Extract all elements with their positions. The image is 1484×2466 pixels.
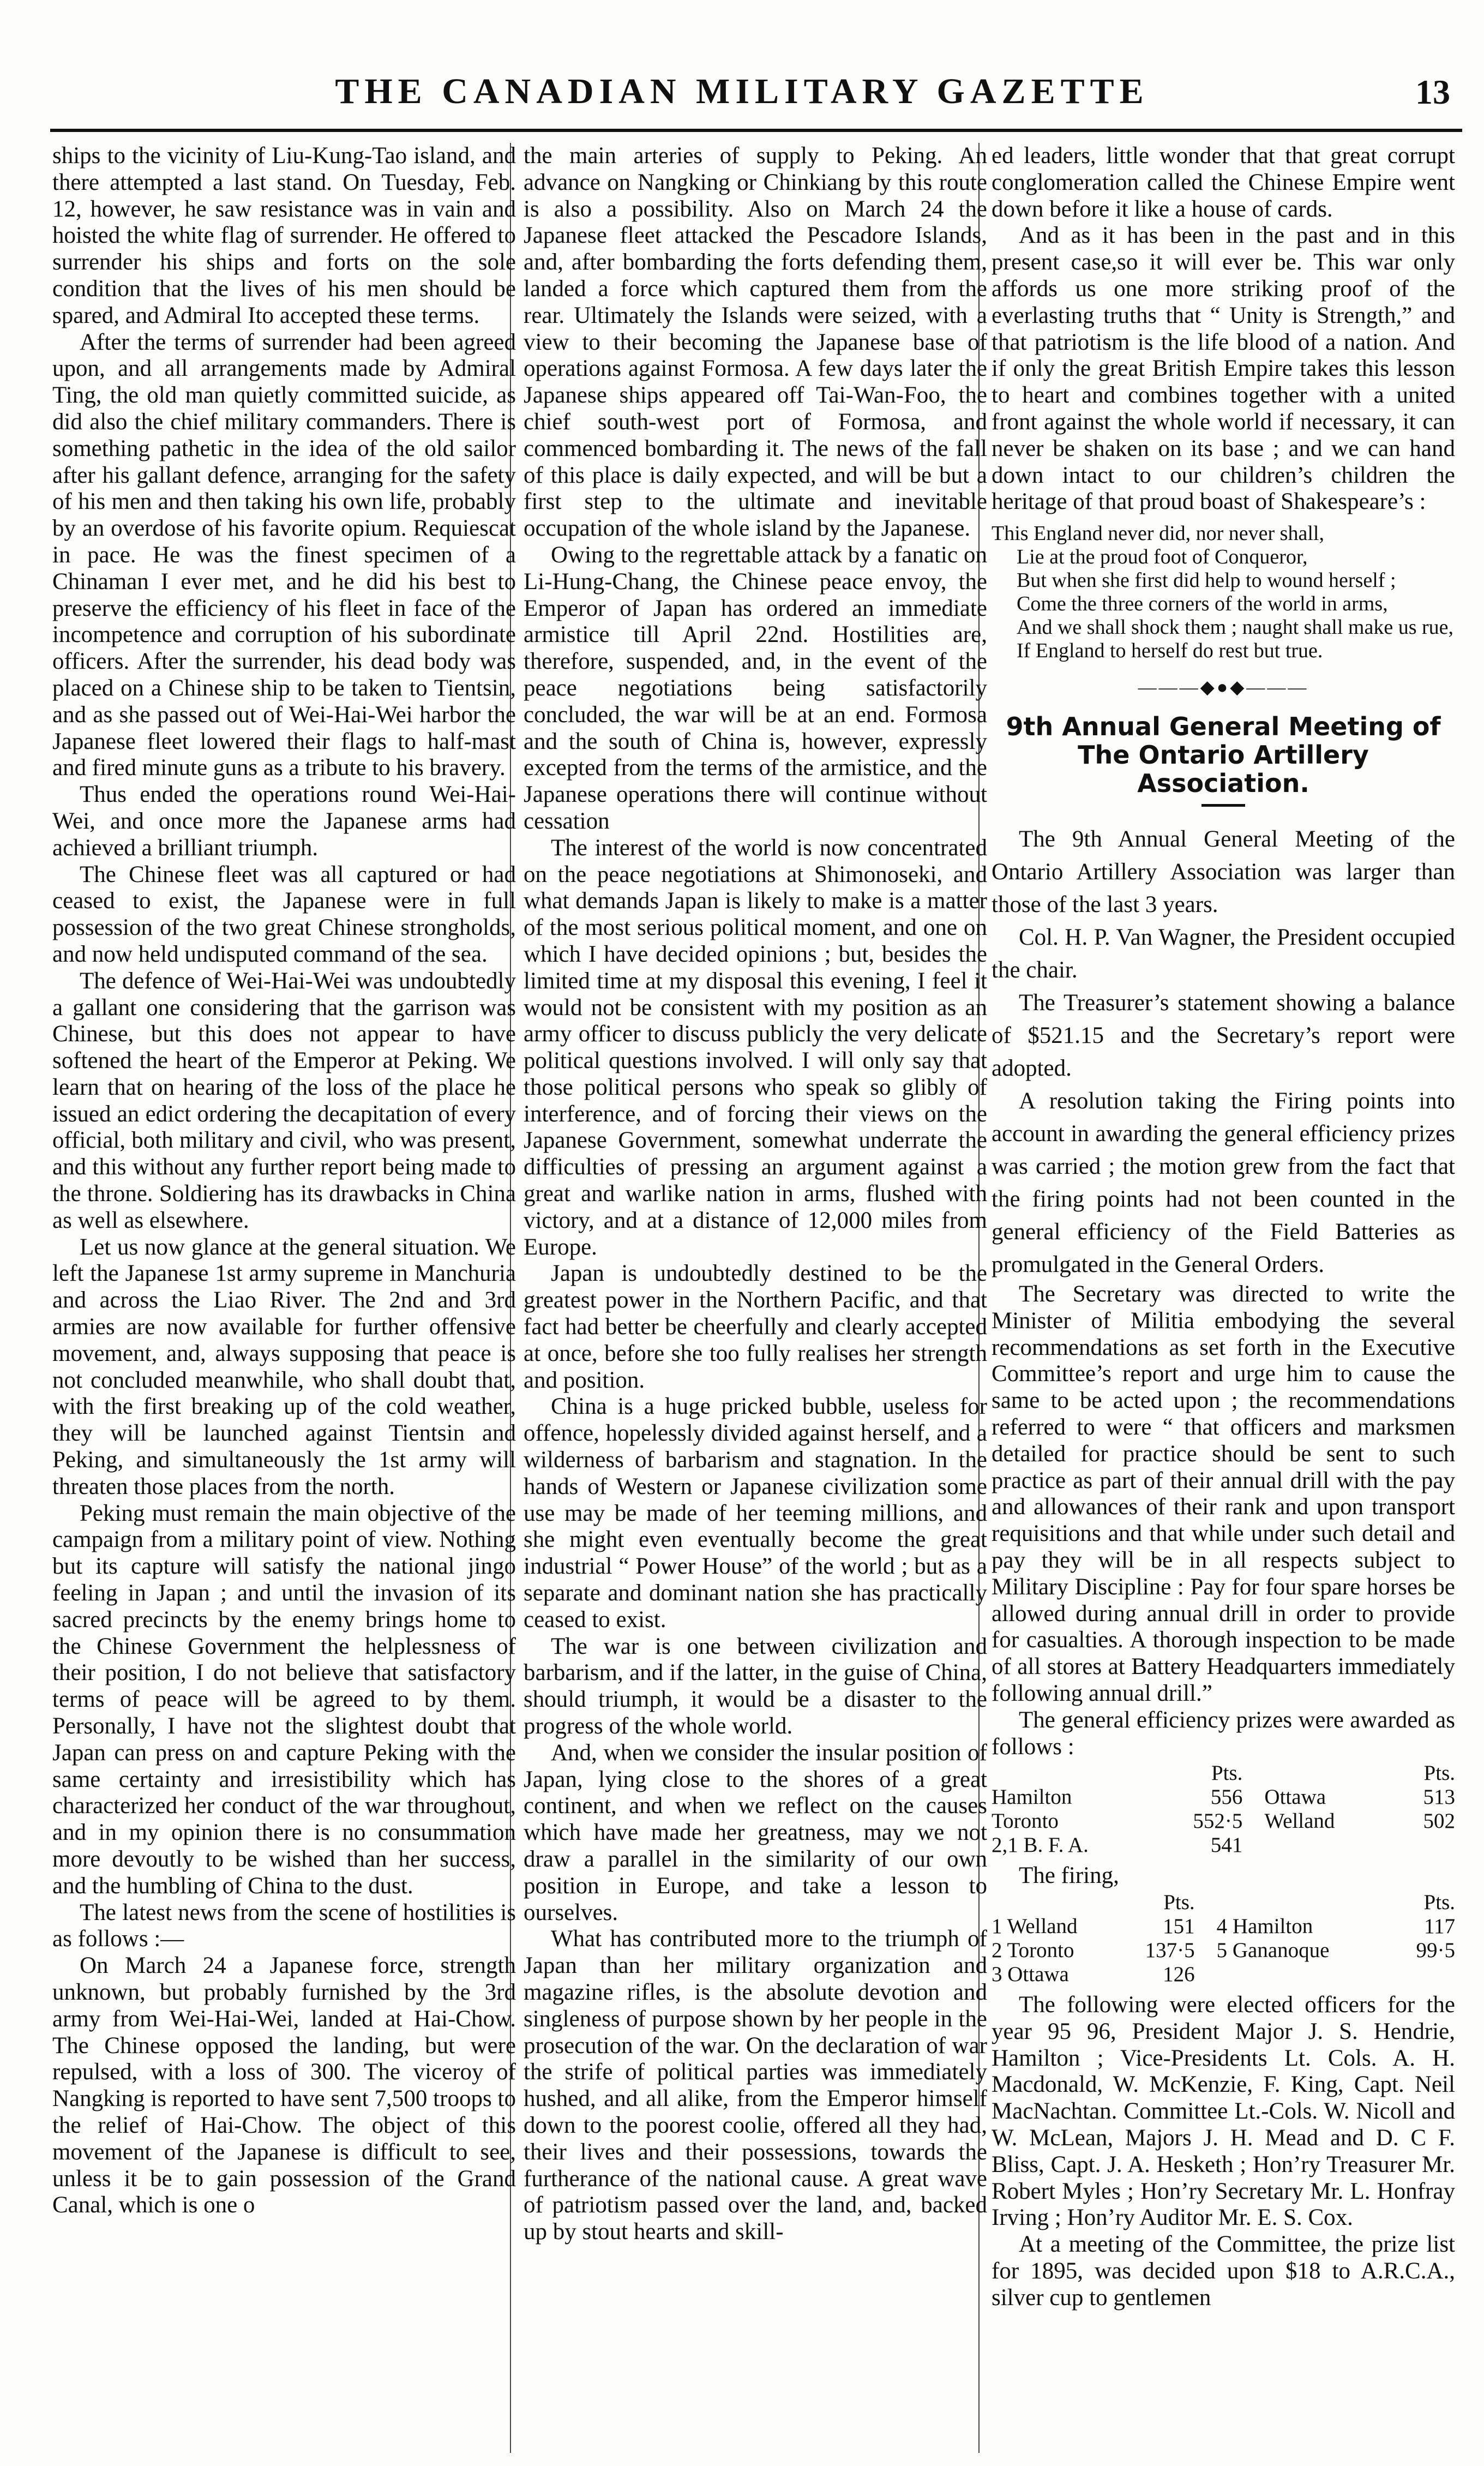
points: 552·5 [1193, 1809, 1243, 1833]
ornament-divider: ———◆●◆——— [1138, 677, 1309, 698]
points: 541 [1210, 1833, 1243, 1857]
masthead-title: THE CANADIAN MILITARY GAZETTE [335, 71, 1149, 111]
paragraph: ships to the vicinity of Liu-Kung-Tao island, and there attempted a last stand. On Tuesday, Feb. 12, however, he saw resistance was in vain and hoisted the white flag of surrender. He offered to surrender his ships and forts on the sole condition that the lives of his men should be spared, and Admiral Ito accepted these terms. [52, 143, 516, 328]
paragraph: The 9th Annual General Meeting of the Ontario Artillery Association was larger than those of the last 3 years. [992, 826, 1455, 917]
column-header: Pts. [1211, 1761, 1243, 1785]
shakespeare-quote [992, 522, 1455, 663]
paragraph: China is a huge pricked bubble, useless for offence, hopelessly divided against herself, and a wilderness of barbarism and stagnation. In the hands of Western or Japanese civilization some use may be made of her teeming millions, and she might even eventually become the great industrial “ Power House” of the world ; but as a separate and dominant nation she has practically ceased to exist. [524, 1394, 987, 1633]
paragraph: The interest of the world is now concentrated on the peace negotiations at Shimonoseki, and what demands Japan is likely to make is a matter of the most serious political moment, and one on which I have decided opinions ; but, besides the limited time at my disposal this evening, I feel it would not be consistent with my position as an army officer to discuss publicly the very delicate political questions involved. I will only say that those political persons who speak so glibly of interference, and of forcing their views on the Japanese Government, somewhat underrate the difficulties of pressing an argument against a great and warlike nation in arms, flushed with victory, and at a distance of 12,000 miles from Europe. [524, 835, 987, 1260]
paragraph: The firing, [1019, 1863, 1119, 1889]
column-2 [524, 143, 987, 2453]
table-row [992, 1939, 1455, 1963]
paragraph: The following were elected officers for the year 95 96, President Major J. S. Hendrie, Hamilton ; Vice-Presidents Lt. Cols. A. H. Macdonald, W. McKenzie, F. King, Capt. Neil MacNachtan. Committee Lt.-Cols. W. Nicoll and W. McLean, Majors J. H. Mead and D. C F. Bliss, Capt. J. A. Hesketh ; Hon’ry Treasurer Mr. Robert Myles ; Hon’ry Secretary Mr. L. Honfray Irving ; Hon’ry Auditor Mr. E. S. Cox. [992, 1992, 1455, 2231]
meeting-intro [992, 823, 1455, 1281]
page-number: 13 [1415, 73, 1450, 111]
paragraph: The Chinese fleet was all captured or had ceased to exist, the Japanese were in full possession of the two great Chinese strongholds, and now held undisputed command of the sea. [52, 861, 516, 967]
paragraph: The war is one between civilization and barbarism, and if the latter, in the guise of China, should triumph, it would be a disaster to the progress of the whole world. [524, 1633, 987, 1739]
paragraph: At a meeting of the Committee, the prize list for 1895, was decided upon $18 to A.R.C.A., silver cup to gentlemen [992, 2231, 1455, 2311]
battery-name: Toronto [992, 1809, 1059, 1833]
column-3 [992, 143, 1455, 2453]
points: 513 [1423, 1785, 1455, 1809]
paragraph: ed leaders, little wonder that that great corrupt conglomeration called the Chinese Empire went down before it like a house of cards. [992, 143, 1455, 222]
paragraph: A resolution taking the Firing points into account in awarding the general efficiency prizes was carried ; the motion grew from the fact that the firing points had not been counted in the general efficiency of the Field Batteries as promulgated in the General Orders. [992, 1088, 1455, 1277]
battery-name: Ottawa [1264, 1785, 1326, 1809]
paragraph: On March 24 a Japanese force, strength unknown, but probably furnished by the 3rd army from Wei-Hai-Wei, landed at Hai-Chow. The Chinese opposed the landing, but were repulsed, with a loss of 300. The viceroy of Nangking is reported to have sent 7,500 troops to the relief of Hai-Chow. The object of this movement of the Japanese is difficult to see, unless it be to gain possession of the Grand Canal, which is one o [52, 1953, 516, 2218]
points: 99·5 [1416, 1939, 1455, 1963]
poem-line: Come the three corners of the world in arms, [1017, 592, 1388, 616]
battery-name: 5 Gananoque [1216, 1939, 1330, 1963]
firing-table [992, 1891, 1455, 1987]
paragraph: Col. H. P. Van Wagner, the President occupied the chair. [992, 924, 1455, 983]
paragraph: What has contributed more to the triumph of Japan than her military organization and magazine rifles, is the absolute devotion and singleness of purpose shown by her people in the prosecution of the war. On the declaration of war the strife of political parties was immediately hushed, and all alike, from the Emperor himself down to the poorest coolie, offered all they had, their lives and their possessions, towards the furtherance of the national cause. A great wave of patriotism passed over the land, and, backed up by stout hearts and skill- [524, 1926, 987, 2245]
points: 117 [1423, 1915, 1455, 1939]
poem-line: But when she first did help to wound herself ; [1017, 569, 1396, 592]
points: 502 [1423, 1809, 1455, 1833]
article-heading: 9th Annual General Meeting of The Ontario Artillery Association. [1006, 711, 1441, 798]
efficiency-table [992, 1761, 1455, 1857]
column-header: Pts. [1163, 1891, 1195, 1915]
battery-name: 2 Toronto [992, 1939, 1074, 1963]
paragraph: And, when we consider the insular position of Japan, lying close to the shores of a great continent, and when we reflect on the causes which have made her greatness, may we not draw a parallel in the similarity of our own position in Europe, and take a lesson to ourselves. [524, 1739, 987, 1925]
points: 137·5 [1145, 1939, 1195, 1963]
paragraph: The Treasurer’s statement showing a balance of $521.15 and the Secretary’s report were adopted. [992, 989, 1455, 1081]
paragraph: The latest news from the scene of hostilities is as follows :— [52, 1899, 516, 1952]
table-row [992, 1809, 1455, 1833]
battery-name: 1 Welland [992, 1915, 1078, 1939]
paragraph: Peking must remain the main objective of the campaign from a military point of view. Nothing but its capture will satisfy the national jingo feeling in Japan ; and until the invasion of its sacred precincts by the enemy brings home to the Chinese Government the helplessness of their position, I do not believe that satisfactory terms of peace will be agreed to by them. Personally, I have not the slightest doubt that Japan can press on and capture Peking with the same certainty and irresistibility which has characterized her conduct of the war throughout, and in my opinion there is no consummation more devoutly to be wished than her success, and the humbling of China to the dust. [52, 1500, 516, 1899]
paragraph: After the terms of surrender had been agreed upon, and all arrangements made by Admiral Ting, the old man quietly committed suicide, as did also the chief military commanders. There is something pathetic in the idea of the old sailor after his gallant defence, arranging for the safety of his men and then taking his own life, probably by an overdose of his favorite opium. Requiescat in pace. He was the finest specimen of a Chinaman I ever met, and he did his best to preserve the efficiency of his fleet in face of the incompetence and corruption of his subordinate officers. After the surrender, his dead body was placed on a Chinese ship to be taken to Tientsin, and as she passed out of Wei-Hai-Wei harbor the Japanese fleet lowered their flags to half-mast and fired minute guns as a tribute to his bravery. [52, 329, 516, 781]
poem-line: This England never did, nor never shall, [992, 522, 1324, 545]
paragraph: The general efficiency prizes were awarded as follows : [992, 1707, 1455, 1760]
paragraph: Japan is undoubtedly destined to be the greatest power in the Northern Pacific, and that fact had better be cheerfully and clearly accepted at once, before she too fully realises her strength and position. [524, 1261, 987, 1393]
header-rule [50, 129, 1462, 132]
points: 556 [1210, 1785, 1243, 1809]
points: 126 [1163, 1963, 1195, 1987]
paragraph: the main arteries of supply to Peking. An advance on Nangking or Chinkiang by this route is also a possibility. Also on March 24 the Japanese fleet attacked the Pescadore Islands, and, after bombarding the forts defending them, landed a force which captured them from the rear. Ultimately the Islands were seized, with a view to their becoming the Japanese base of operations against Formosa. A few days later the Japanese ships appeared off Tai-Wan-Foo, the chief south-west port of Formosa, and commenced bombarding it. The news of the fall of this place is daily expected, and will be but a first step to the ultimate and inevitable occupation of the whole island by the Japanese. [524, 143, 987, 542]
poem-line: If England to herself do rest but true. [1017, 639, 1323, 663]
paragraph: The Secretary was directed to write the Minister of Militia embodying the several recommendations as set forth in the Executive Committee’s report and urge him to cause the same to be acted upon ; the recommendations referred to were “ that officers and marksmen detailed for practice should be sent to such practice as part of their annual drill with the pay and allowances of their rank and upon transport requisitions and that while under such detail and pay they will be in all respects subject to Military Discipline : Pay for four spare horses be allowed during annual drill in order to provide for casualties. A thorough inspection to be made of all stores at Battery Headquarters immediately following annual drill.” [992, 1281, 1455, 1706]
paragraph: Owing to the regrettable attack by a fanatic on Li-Hung-Chang, the Chinese peace envoy, the Emperor of Japan has ordered an immediate armistice till April 22nd. Hostilities are, therefore, suspended, and, in the event of the peace negotiations being satisfactorily concluded, the war will be at an end. Formosa and the south of China is, however, expressly excepted from the terms of the armistice, and the Japanese operations there will continue without cessation [524, 542, 987, 834]
poem-line: And we shall shock them ; naught shall make us rue, [1017, 616, 1454, 639]
battery-name: Hamilton [992, 1785, 1072, 1809]
table-row [992, 1915, 1455, 1939]
column-1 [52, 143, 516, 2453]
table-row [992, 1963, 1455, 1987]
page-header [0, 0, 1484, 128]
points: 151 [1163, 1915, 1195, 1939]
paragraph: And as it has been in the past and in this present case,so it will ever be. This war only affords us one more striking proof of the everlasting truths that “ Unity is Strength,” and that patriotism is the life blood of a nation. And if only the great British Empire takes this lesson to heart and combines together with a united front against the whole world if necessary, it can never be shaken on its base ; and we can hand down intact to our children’s children the heritage of that proud boast of Shakespeare’s : [992, 223, 1455, 515]
battery-name: Welland [1264, 1809, 1335, 1833]
table-row [992, 1785, 1455, 1809]
battery-name: 4 Hamilton [1216, 1915, 1313, 1939]
battery-name: 3 Ottawa [992, 1963, 1069, 1987]
heading-rule [1201, 804, 1245, 807]
paragraph: Let us now glance at the general situation. We left the Japanese 1st army supreme in Manchuria and across the Liao River. The 2nd and 3rd armies are now available for further offensive movement, and, always supposing that peace is not concluded meanwhile, who shall doubt that, with the first breaking up of the cold weather, they will be launched against Tientsin and Peking, and simultaneously the 1st army will threaten those places from the north. [52, 1234, 516, 1499]
paragraph: The defence of Wei-Hai-Wei was undoubtedly a gallant one considering that the garrison was Chinese, but this does not appear to have softened the heart of the Emperor at Peking. We learn that on hearing of the loss of the place he issued an edict ordering the decapitation of every official, both military and civil, who was present, and this without any further report being made to the throne. Soldiering has its drawbacks in China as well as elsewhere. [52, 968, 516, 1233]
poem-line: Lie at the proud foot of Conqueror, [1017, 545, 1308, 569]
battery-name: 2,1 B. F. A. [992, 1833, 1089, 1857]
table-row [992, 1833, 1455, 1857]
column-header: Pts. [1423, 1761, 1455, 1785]
column-header: Pts. [1423, 1891, 1455, 1915]
paragraph: Thus ended the operations round Wei-Hai-Wei, and once more the Japanese arms had achieved a brilliant triumph. [52, 782, 516, 861]
